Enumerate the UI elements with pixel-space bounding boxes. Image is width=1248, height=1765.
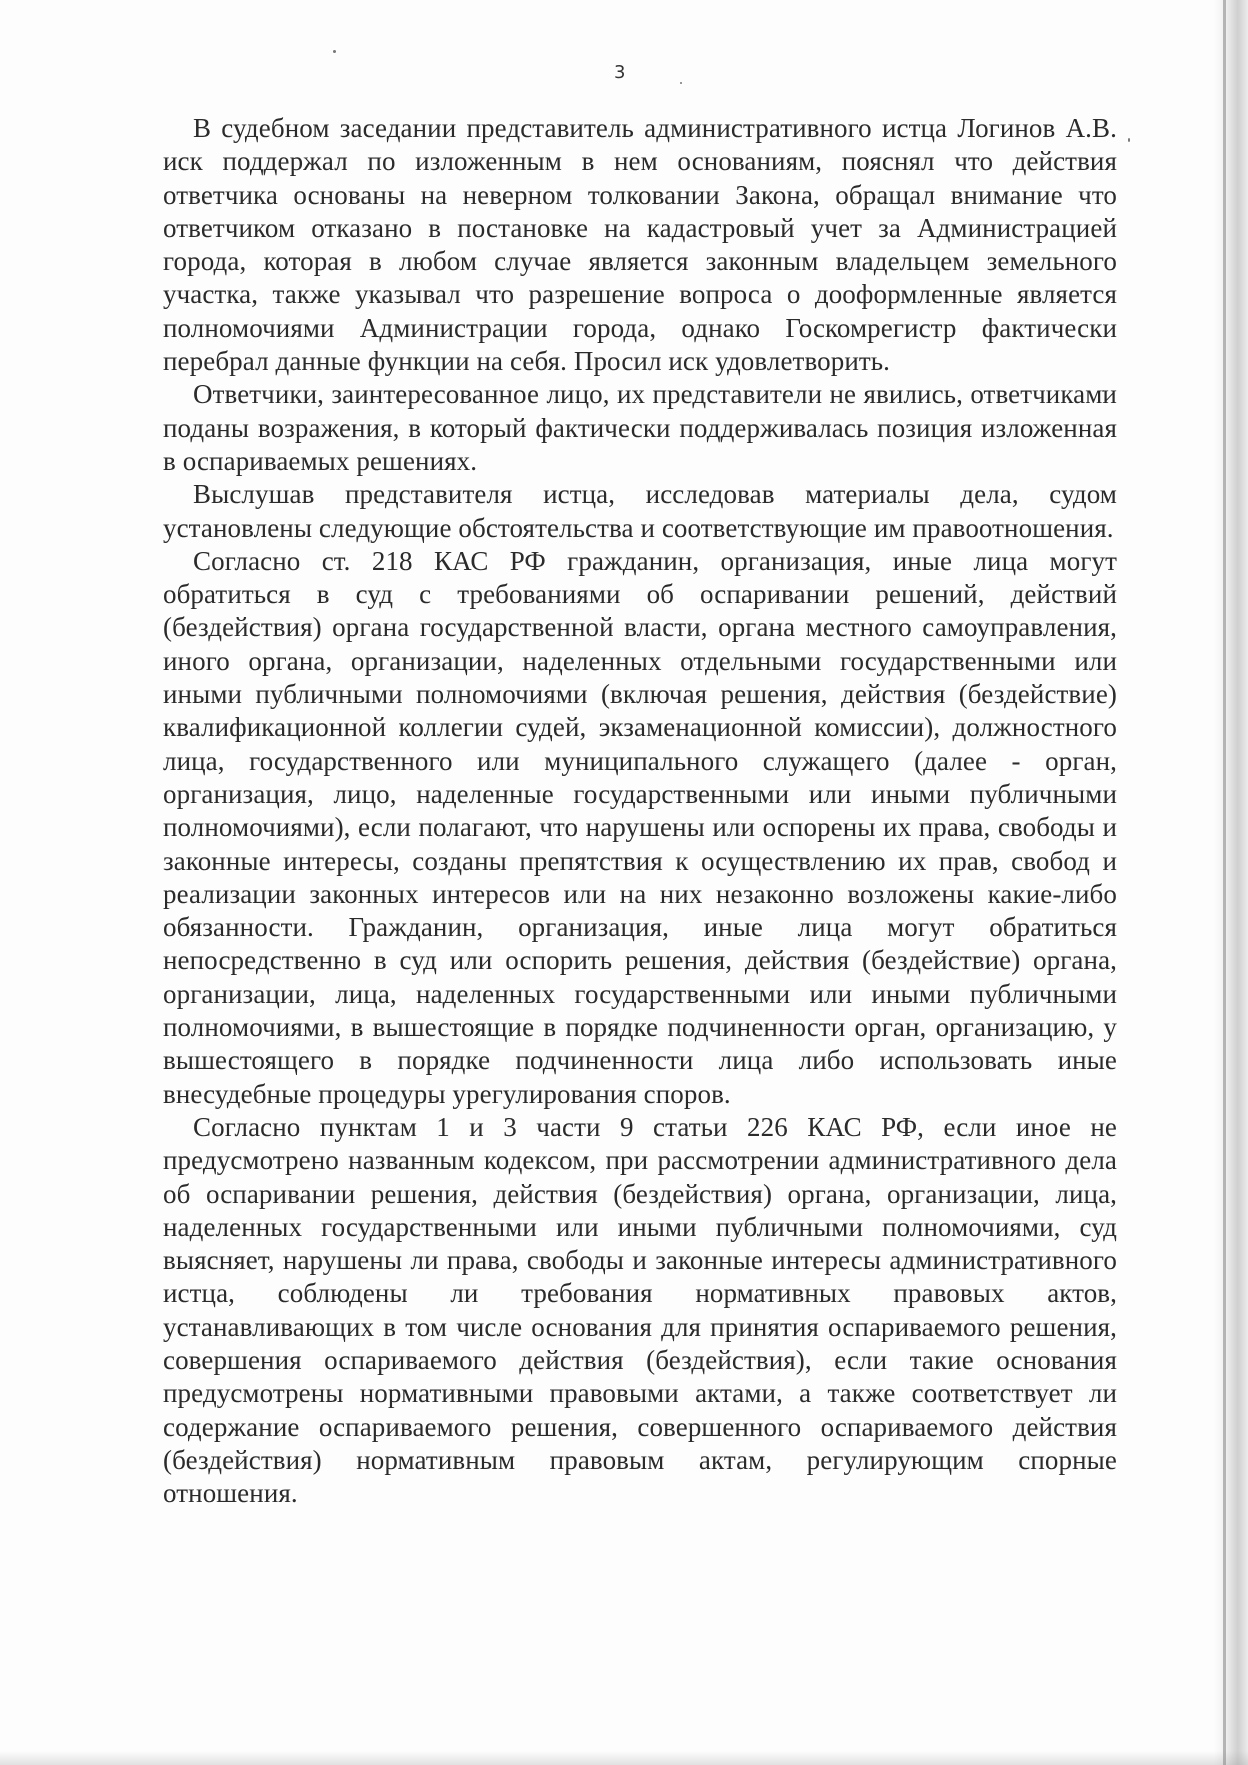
scan-edge-line — [1223, 0, 1226, 1765]
scan-edge-shadow — [1214, 0, 1248, 1765]
paragraph-hearing: В судебном заседании представитель административного истца Логинов А.В. иск поддержал по изложенным в нем основаниям, пояснял что действия ответчика основаны на неверном толковании Закона, обращал внимание что ответчиком отказано в постановке на кадастровый учет за Администрацией города, которая в любом случае является законным владельцем земельного участка, также указывал что разрешение вопроса о дооформленные является полномочиями Администрации города, однако Госкомрегистр фактически перебрал данные функции на себя. Просил иск удовлетворить. — [163, 113, 1117, 377]
scan-speck — [680, 82, 682, 84]
paragraph-article-226: Согласно пунктам 1 и 3 части 9 статьи 226 КАС РФ, если иное не предусмотрено названным кодексом, при рассмотрении административного дела об оспаривании решения, действия (бездействия) органа, организации, лица, наделенных государственными или иными публичными полномочиями, суд выясняет, нарушены ли права, свободы и законные интересы административного истца, соблюдены ли требования нормативных правовых актов, устанавливающих в том числе основания для принятия оспариваемого решения, совершения оспариваемого действия (бездействия), если такие основания предусмотрены нормативными правовыми актами, а также соответствует ли содержание оспариваемого решения, совершенного оспариваемого действия (бездействия) нормативным правовым актам, регулирующим спорные отношения. — [163, 1111, 1117, 1509]
scan-speck — [1128, 138, 1130, 142]
paragraph-defendants: Ответчики, заинтересованное лицо, их представители не явились, ответчиками поданы возражения, в который фактически поддерживалась позиция изложенная в оспариваемых решениях. — [163, 379, 1117, 476]
document-body — [163, 112, 1117, 1510]
scan-bottom-shadow — [0, 1751, 1248, 1765]
page-number: 3 — [614, 62, 626, 83]
scan-speck — [333, 50, 336, 53]
paragraph-article-218: Согласно ст. 218 КАС РФ гражданин, организация, иные лица могут обратиться в суд с требованиями об оспаривании решений, действий (бездействия) органа государственной власти, органа местного самоуправления, иного органа, организации, наделенных отдельными государственными или иными публичными полномочиями (включая решения, действия (бездействие) квалификационной коллегии судей, экзаменационной комиссии), должностного лица, государственного или муниципального служащего (далее - орган, организация, лицо, наделенные государственными или иными публичными полномочиями), если полагают, что нарушены или оспорены их права, свободы и законные интересы, созданы препятствия к осуществлению их прав, свобод и реализации законных интересов или на них незаконно возложены какие-либо обязанности. Гражданин, организация, иные лица могут обратиться непосредственно в суд или оспорить решения, действия (бездействие) органа, организации, лица, наделенных государственными или иными публичными полномочиями, в вышестоящие в порядке подчиненности орган, организацию, у вышестоящего в порядке подчиненности лица либо использовать иные внесудебные процедуры урегулирования споров. — [163, 545, 1117, 1109]
paragraph-findings: Выслушав представителя истца, исследовав материалы дела, судом установлены следующие обстоятельства и соответствующие им правоотношения. — [163, 479, 1117, 543]
